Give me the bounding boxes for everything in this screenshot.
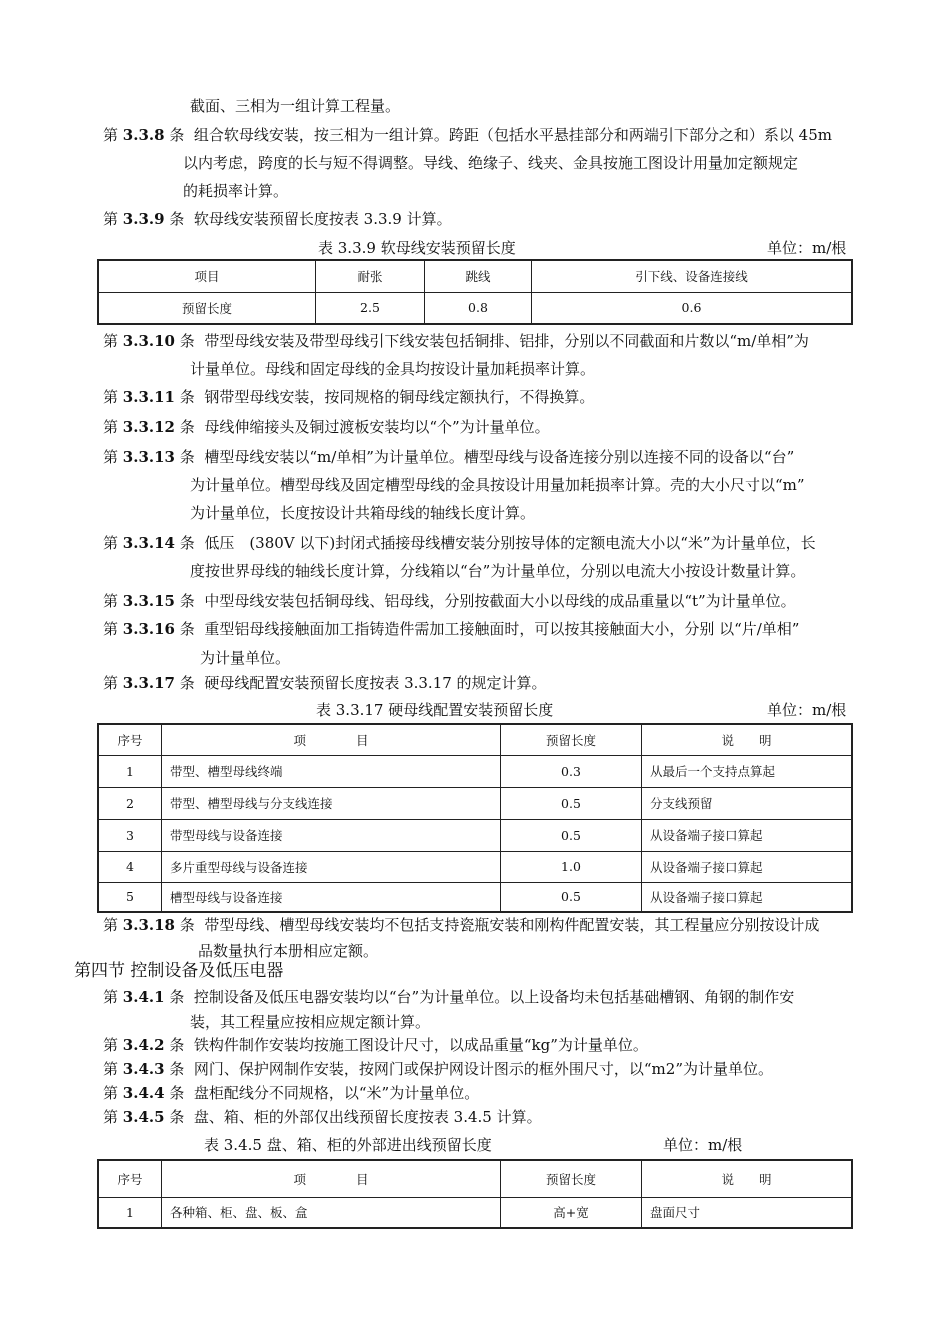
article-number: 3.3.18 — [122, 916, 175, 934]
table-cell: 0.6 — [532, 292, 853, 324]
table-cell: 0.5 — [501, 819, 642, 851]
table-cell: 0.8 — [425, 292, 532, 324]
article-number: 3.3.9 — [122, 210, 165, 228]
article-number: 3.3.13 — [122, 448, 175, 466]
article-text: 组合软母线安装，按三相为一组计算。跨距（包括水平悬挂部分和两端引下部分之和）系以 45m — [193, 126, 832, 144]
table-cell: 带型母线与设备连接 — [162, 819, 501, 851]
article-prefix: 第 — [103, 534, 123, 552]
table-cell: 槽型母线与设备连接 — [162, 882, 501, 912]
table-unit: 单位：m/根 — [767, 701, 847, 719]
table-3-3-17 — [97, 723, 853, 913]
article-suffix: 条 — [164, 126, 185, 144]
article-suffix: 条 — [164, 1036, 185, 1054]
article-number: 3.3.8 — [122, 126, 165, 144]
table-cell: 从设备端子接口算起 — [642, 819, 853, 851]
article-text-cont: 以内考虑，跨度的长与短不得调整。导线、绝缘子、线夹、金具按施工图设计用量加定额规定 — [183, 154, 799, 172]
article-suffix: 条 — [174, 388, 195, 406]
article-prefix: 第 — [103, 388, 123, 406]
table-cell: 4 — [98, 851, 162, 882]
table-cell: 1 — [98, 755, 162, 787]
article-text: 网门、保护网制作安装，按网门或保护网设计图示的框外围尺寸，以“m2”为计量单位。 — [193, 1060, 773, 1078]
table-cell: 0.5 — [501, 787, 642, 819]
article-text-cont: 计量单位。母线和固定母线的金具均按设计量加耗损率计算。 — [190, 360, 596, 378]
article-text: 盘、箱、柜的外部仅出线预留长度按表 3.4.5 计算。 — [193, 1108, 542, 1126]
article-text-cont: 度按世界母线的轴线长度计算，分线箱以“台”为计量单位，分别以电流大小按设计数量计算。 — [190, 562, 806, 580]
article-text: 铁构件制作安装均按施工图设计尺寸，以成品重量“kg”为计量单位。 — [193, 1036, 648, 1054]
table-row — [98, 851, 852, 882]
article-number: 3.4.2 — [122, 1036, 165, 1054]
header-cell: 项 目 — [162, 1160, 501, 1197]
article-3-3-18 — [103, 914, 819, 936]
article-suffix: 条 — [174, 332, 195, 350]
table-3-3-9 — [97, 259, 853, 325]
table-cell: 5 — [98, 882, 162, 912]
article-prefix: 第 — [103, 674, 123, 692]
article-prefix: 第 — [103, 1036, 123, 1054]
article-3-3-15 — [103, 590, 796, 612]
article-prefix: 第 — [103, 1084, 123, 1102]
table-unit: 单位：m/根 — [663, 1136, 743, 1154]
article-3-3-17 — [103, 672, 547, 694]
article-suffix: 条 — [174, 674, 195, 692]
article-number: 3.4.3 — [122, 1060, 165, 1078]
header-cell: 序号 — [98, 724, 162, 755]
article-3-4-5 — [103, 1106, 542, 1128]
article-text-cont: 为计量单位。 — [200, 649, 291, 667]
table-row — [98, 755, 852, 787]
table-row — [98, 1197, 852, 1228]
article-text: 带型母线、槽型母线安装均不包括支持瓷瓶安装和刚构件配置安装，其工程量应分别按设计成 — [204, 916, 820, 934]
article-text: 母线伸缩接头及铜过渡板安装均以“个”为计量单位。 — [204, 418, 550, 436]
article-number: 3.3.16 — [122, 620, 175, 638]
table-cell: 0.5 — [501, 882, 642, 912]
table-cell: 从设备端子接口算起 — [642, 882, 853, 912]
article-text: 硬母线配置安装预留长度按表 3.3.17 的规定计算。 — [204, 674, 547, 692]
article-number: 3.4.4 — [122, 1084, 165, 1102]
table-cell: 3 — [98, 819, 162, 851]
section-heading: 第四节 控制设备及低压电器 — [74, 961, 284, 981]
article-prefix: 第 — [103, 126, 123, 144]
header-cell: 序号 — [98, 1160, 162, 1197]
article-text: 低压 (380V 以下)封闭式插接母线槽安装分别按导体的定额电流大小以“米”为计量单位，长 — [204, 534, 816, 552]
article-prefix: 第 — [103, 1060, 123, 1078]
article-3-3-14 — [103, 532, 816, 554]
article-text-cont: 装，其工程量应按相应规定额计算。 — [190, 1013, 431, 1031]
article-text-cont: 的耗损率计算。 — [183, 182, 289, 200]
article-prefix: 第 — [103, 592, 123, 610]
article-prefix: 第 — [103, 916, 123, 934]
article-text: 重型铝母线接触面加工指铸造件需加工接触面时，可以按其接触面大小，分别 以“片/单相” — [204, 620, 800, 638]
article-number: 3.3.11 — [122, 388, 175, 406]
article-text-cont: 为计量单位。槽型母线及固定槽型母线的金具按设计用量加耗损率计算。壳的大小尺寸以“m” — [190, 476, 805, 494]
article-number: 3.3.12 — [122, 418, 175, 436]
article-suffix: 条 — [174, 534, 195, 552]
header-cell: 预留长度 — [501, 1160, 642, 1197]
article-suffix: 条 — [164, 1108, 185, 1126]
header-cell: 项 目 — [162, 724, 501, 755]
article-3-4-1 — [103, 986, 794, 1008]
article-text: 钢带型母线安装，按同规格的铜母线定额执行，不得换算。 — [204, 388, 595, 406]
article-number: 3.4.5 — [122, 1108, 165, 1126]
article-number: 3.3.10 — [122, 332, 175, 350]
continuation-line: 截面、三相为一组计算工程量。 — [190, 97, 401, 115]
table-3-4-5 — [97, 1159, 853, 1229]
header-cell: 预留长度 — [501, 724, 642, 755]
article-3-3-12 — [103, 416, 550, 438]
table-cell: 0.3 — [501, 755, 642, 787]
table-cell: 1 — [98, 1197, 162, 1228]
article-prefix: 第 — [103, 620, 123, 638]
article-prefix: 第 — [103, 210, 123, 228]
table-cell: 分支线预留 — [642, 787, 853, 819]
table-cell: 预留长度 — [98, 292, 316, 324]
article-prefix: 第 — [103, 988, 123, 1006]
article-text-cont: 为计量单位，长度按设计共箱母线的轴线长度计算。 — [190, 504, 536, 522]
table-cell: 从设备端子接口算起 — [642, 851, 853, 882]
article-number: 3.3.14 — [122, 534, 175, 552]
table-cell: 多片重型母线与设备连接 — [162, 851, 501, 882]
table-cell: 1.0 — [501, 851, 642, 882]
header-cell: 说 明 — [642, 724, 853, 755]
table-cell: 带型、槽型母线与分支线连接 — [162, 787, 501, 819]
article-suffix: 条 — [164, 210, 185, 228]
article-text: 盘柜配线分不同规格，以“米”为计量单位。 — [193, 1084, 480, 1102]
article-3-3-13 — [103, 446, 794, 468]
article-suffix: 条 — [174, 418, 195, 436]
table-cell: 2.5 — [316, 292, 425, 324]
table-row — [98, 819, 852, 851]
header-cell: 跳线 — [425, 260, 532, 292]
header-cell: 项目 — [98, 260, 316, 292]
article-text: 软母线安装预留长度按表 3.3.9 计算。 — [193, 210, 452, 228]
table-cell: 2 — [98, 787, 162, 819]
table-row — [98, 882, 852, 912]
article-text-cont: 品数量执行本册相应定额。 — [198, 942, 379, 960]
article-prefix: 第 — [103, 448, 123, 466]
article-3-3-16 — [103, 618, 799, 640]
article-number: 3.3.17 — [122, 674, 175, 692]
article-suffix: 条 — [174, 592, 195, 610]
article-suffix: 条 — [164, 1060, 185, 1078]
article-number: 3.4.1 — [122, 988, 165, 1006]
article-text: 控制设备及低压电器安装均以“台”为计量单位。以上设备均未包括基础槽钢、角钢的制作安 — [193, 988, 795, 1006]
table-row — [98, 787, 852, 819]
article-suffix: 条 — [164, 1084, 185, 1102]
table-caption: 表 3.3.9 软母线安装预留长度 — [318, 239, 516, 257]
article-text: 带型母线安装及带型母线引下线安装包括铜排、铝排，分别以不同截面和片数以“m/单相”为 — [204, 332, 809, 350]
table-cell: 带型、槽型母线终端 — [162, 755, 501, 787]
table-caption: 表 3.3.17 硬母线配置安装预留长度 — [316, 701, 554, 719]
header-cell: 引下线、设备连接线 — [532, 260, 853, 292]
article-3-4-2 — [103, 1034, 648, 1056]
article-prefix: 第 — [103, 418, 123, 436]
table-unit: 单位：m/根 — [767, 239, 847, 257]
article-number: 3.3.15 — [122, 592, 175, 610]
article-suffix: 条 — [174, 448, 195, 466]
table-cell: 盘面尺寸 — [642, 1197, 853, 1228]
article-3-3-9 — [103, 208, 452, 230]
article-prefix: 第 — [103, 332, 123, 350]
table-cell: 高+宽 — [501, 1197, 642, 1228]
header-cell: 说 明 — [642, 1160, 853, 1197]
table-cell: 从最后一个支持点算起 — [642, 755, 853, 787]
article-prefix: 第 — [103, 1108, 123, 1126]
table-cell: 各种箱、柜、盘、板、盒 — [162, 1197, 501, 1228]
article-suffix: 条 — [174, 620, 195, 638]
article-text: 中型母线安装包括铜母线、铝母线，分别按截面大小以母线的成品重量以“t”为计量单位。 — [204, 592, 796, 610]
article-3-3-8 — [103, 124, 832, 146]
article-text: 槽型母线安装以“m/单相”为计量单位。槽型母线与设备连接分别以连接不同的设备以“台” — [204, 448, 795, 466]
article-suffix: 条 — [174, 916, 195, 934]
article-3-4-4 — [103, 1082, 479, 1104]
header-cell: 耐张 — [316, 260, 425, 292]
table-caption: 表 3.4.5 盘、箱、柜的外部进出线预留长度 — [204, 1136, 492, 1154]
article-suffix: 条 — [164, 988, 185, 1006]
article-3-3-11 — [103, 386, 594, 408]
article-3-3-10 — [103, 330, 809, 352]
article-3-4-3 — [103, 1058, 773, 1080]
